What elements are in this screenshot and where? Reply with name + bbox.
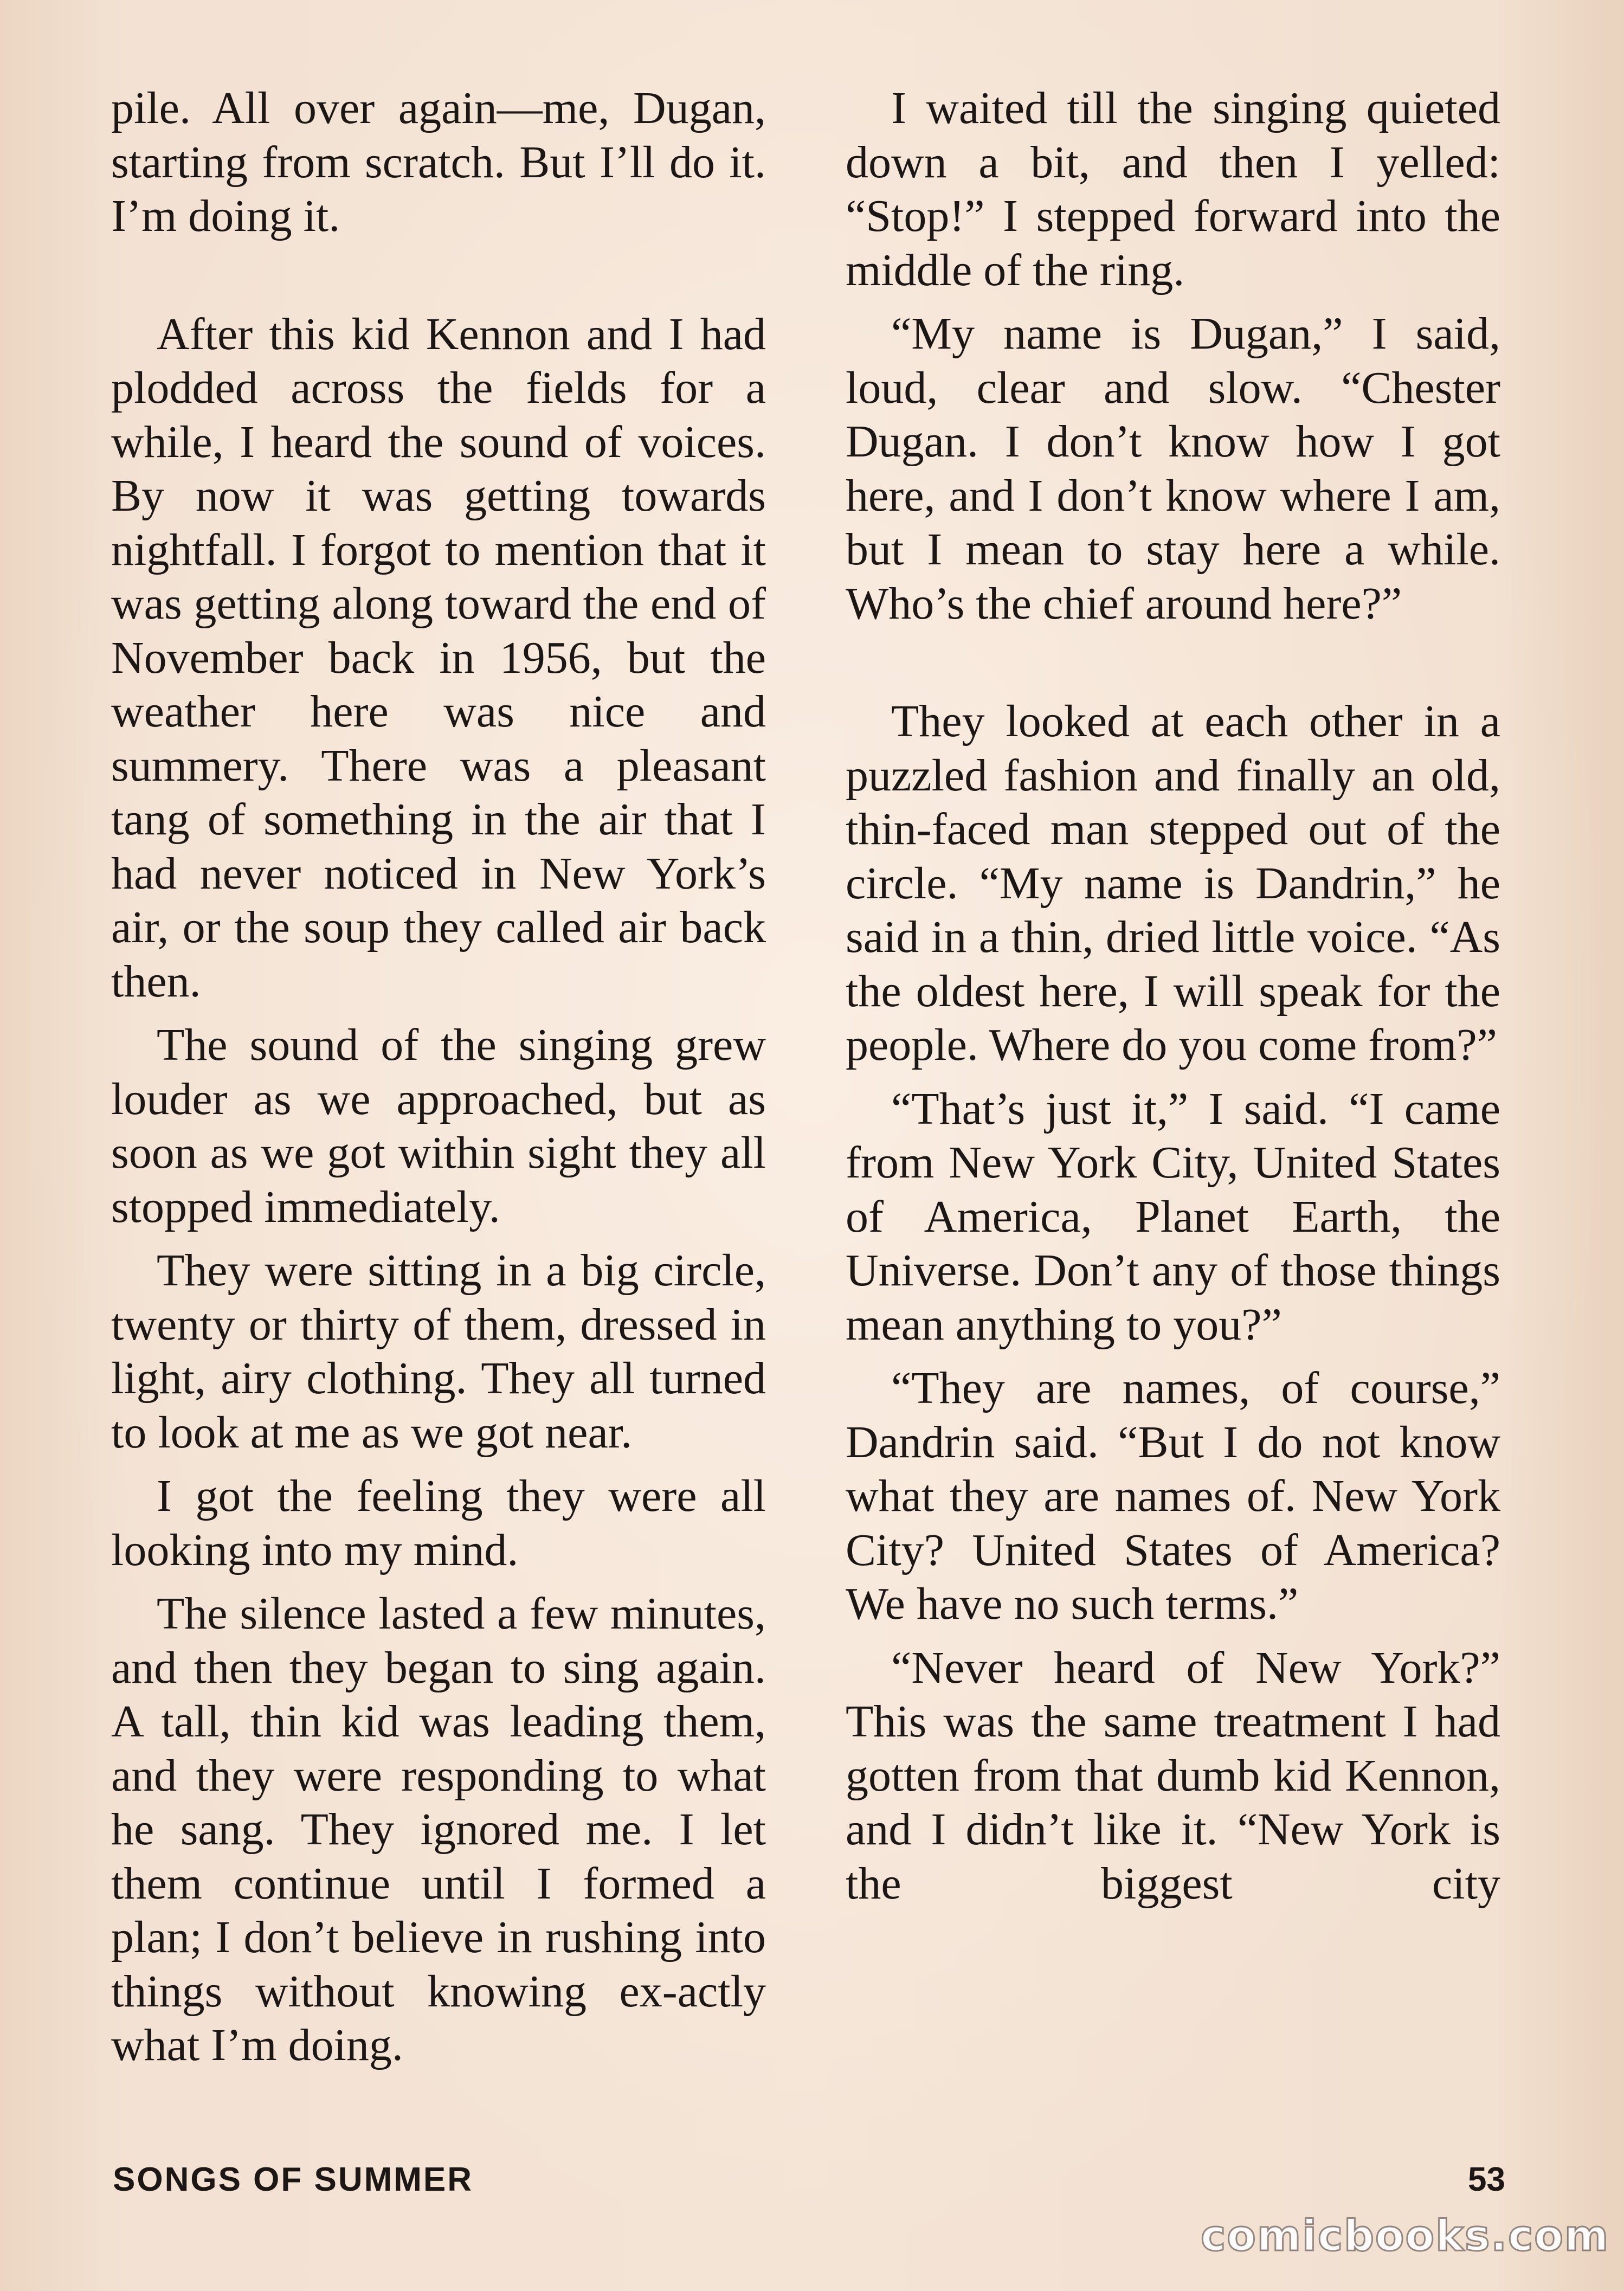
page-number: 53 — [1468, 2161, 1505, 2198]
paragraph: “They are names, of course,” Dandrin said. “But I do not know what they are names of. New York City? United States of America? We have no such terms.” — [846, 1363, 1500, 1629]
running-title: SONGS OF SUMMER — [113, 2161, 474, 2198]
paragraph: “My name is Dugan,” I said, loud, clear and slow. “Chester Dugan. I don’t know how I got here, and I don’t know where I am, but I mean to stay here a while. Who’s the chief around here?” — [846, 308, 1500, 629]
paragraph: They were sitting in a big circle, twenty or thirty of them, dressed in light, airy clothing. They all turned to look at me as we got near. — [111, 1245, 766, 1458]
paragraph: They looked at each other in a puzzled fashion and finally an old, thin-faced man stepped out of the circle. “My name is Dandrin,” he said in a thin, dried little voice. “As the oldest here, I will speak for the people. Where do you come from?” — [846, 696, 1500, 1070]
paragraph: The silence lasted a few minutes, and then they began to sing again. A tall, thin kid was leading them, and they were responding to what he sang. They ignored me. I let them continue until I formed a plan; I don’t believe in rushing into things without knowing ex-actly what I’m doing. — [111, 1588, 766, 2070]
paragraph: pile. All over again—me, Dugan, starting from scratch. But I’ll do it. I’m doing it. — [111, 83, 766, 241]
paragraph: After this kid Kennon and I had plodded across the fields for a while, I heard the sound of voices. By now it was getting towards nightfall. I forgot to mention that it was getting along toward the end of November back in 1956, but the weather here was nice and summery. There was a pleasant tang of something in the air that I had never noticed in New York’s air, or the soup they called air back then. — [111, 308, 766, 1007]
paragraph: “Never heard of New York?” This was the same treatment I had gotten from that dumb kid Kennon, and I didn’t like it. “New York is the biggest city — [846, 1642, 1500, 1909]
paragraph: I waited till the singing quieted down a bit, and then I yelled: “Stop!” I stepped forward into the middle of the ring. — [846, 83, 1500, 295]
paragraph: The sound of the singing grew louder as we approached, but as soon as we got within sight they all stopped immediately. — [111, 1020, 766, 1232]
watermark: comicbooks.com — [1201, 2212, 1610, 2261]
right-text-column — [846, 81, 1500, 1920]
left-text-column — [111, 81, 766, 2082]
paragraph: “That’s just it,” I said. “I came from New York City, United States of America, Planet Earth, the Universe. Don’t any of those things mean anything to you?” — [846, 1083, 1500, 1350]
paragraph: I got the feeling they were all looking into my mind. — [111, 1471, 766, 1575]
